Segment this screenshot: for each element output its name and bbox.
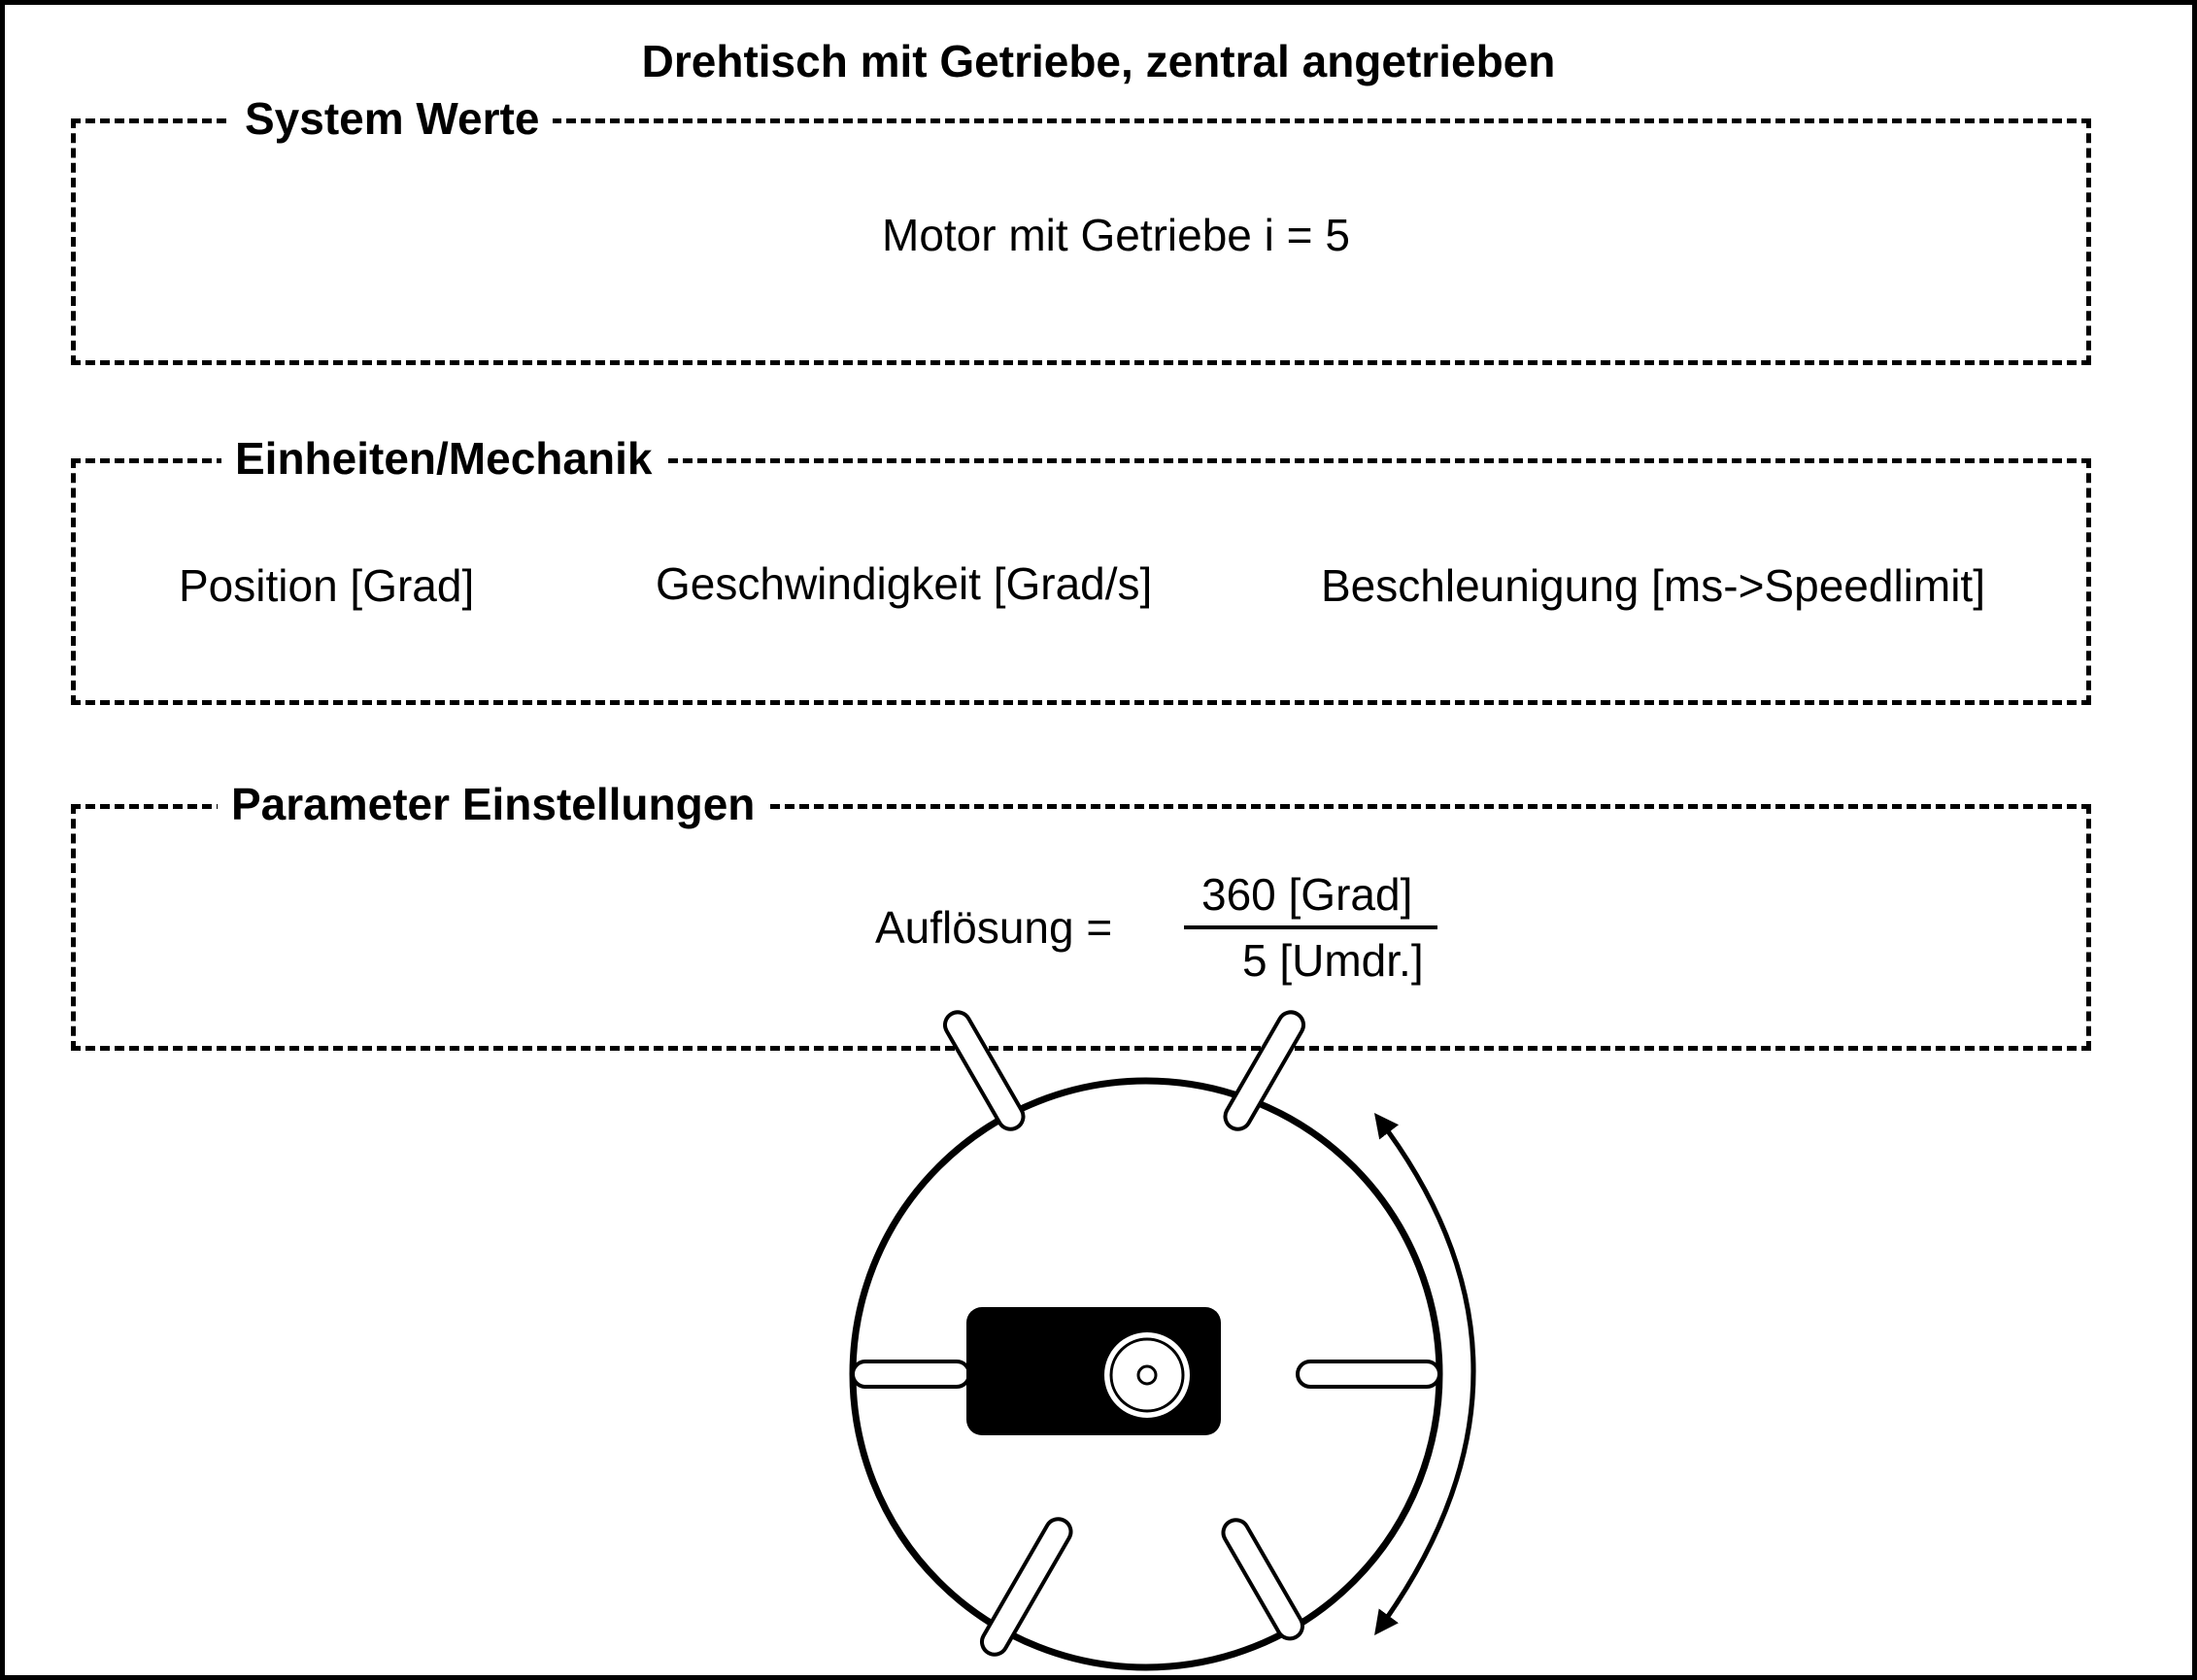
units-mechanics-legend: Einheiten/Mechanik xyxy=(221,428,665,488)
motor-shaft-center xyxy=(1138,1366,1156,1384)
resolution-formula-label: Auflösung = xyxy=(875,902,1113,953)
position-unit-label: Position [Grad] xyxy=(179,560,475,611)
slot-upper-left xyxy=(940,1008,1028,1134)
parameter-settings-legend: Parameter Einstellungen xyxy=(218,774,768,834)
fraction-denominator: 5 [Umdr.] xyxy=(1242,935,1424,986)
slot-right xyxy=(1298,1361,1439,1387)
slot-left xyxy=(853,1361,969,1387)
acceleration-unit-label: Beschleunigung [ms->Speedlimit] xyxy=(1321,560,1985,611)
system-values-legend: System Werte xyxy=(231,88,553,149)
motor-gear-text: Motor mit Getriebe i = 5 xyxy=(882,210,1350,260)
speed-unit-label: Geschwindigkeit [Grad/s] xyxy=(656,558,1153,609)
fraction-numerator: 360 [Grad] xyxy=(1201,869,1413,920)
page-title: Drehtisch mit Getriebe, zentral angetrieben xyxy=(641,36,1556,86)
